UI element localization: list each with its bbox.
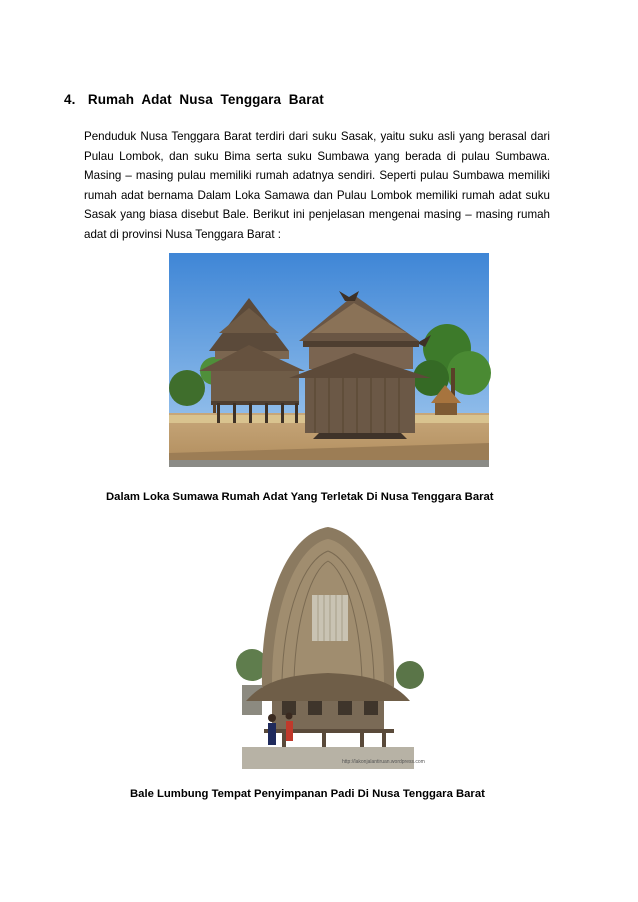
section-heading: [64, 92, 324, 107]
figure-caption-2: Bale Lumbung Tempat Penyimpanan Padi Di Nusa Tenggara Barat: [130, 788, 485, 800]
svg-text:http://lakonjalantiruan.wordpr: http://lakonjalantiruan.wordpress.com: [342, 759, 425, 765]
section-title: Rumah Adat Nusa Tenggara Barat: [87, 92, 324, 107]
bale-lumbung-photo: [242, 515, 425, 769]
dalam-loka-photo: [169, 253, 489, 467]
section-number: 4.: [64, 92, 76, 107]
intro-paragraph: Penduduk Nusa Tenggara Barat terdiri dari suku Sasak, yaitu suku asli yang berasal dari Pulau Lombok, dan suku Bima serta suku Sumbawa yang berada di pulau Sumbawa. Masing – masing pulau memiliki rumah adatnya sendiri. Seperti pulau Sumbawa memiliki rumah adat bernama Dalam Loka Samawa dan Pulau Lombok memiliki rumah adat suku Sasak yang biasa disebut Bale. Berikut ini penjelasan mengenai masing – masing rumah adat di provinsi Nusa Tenggara Barat :: [84, 130, 550, 241]
figure-caption-1: Dalam Loka Sumawa Rumah Adat Yang Terletak Di Nusa Tenggara Barat: [106, 491, 494, 503]
